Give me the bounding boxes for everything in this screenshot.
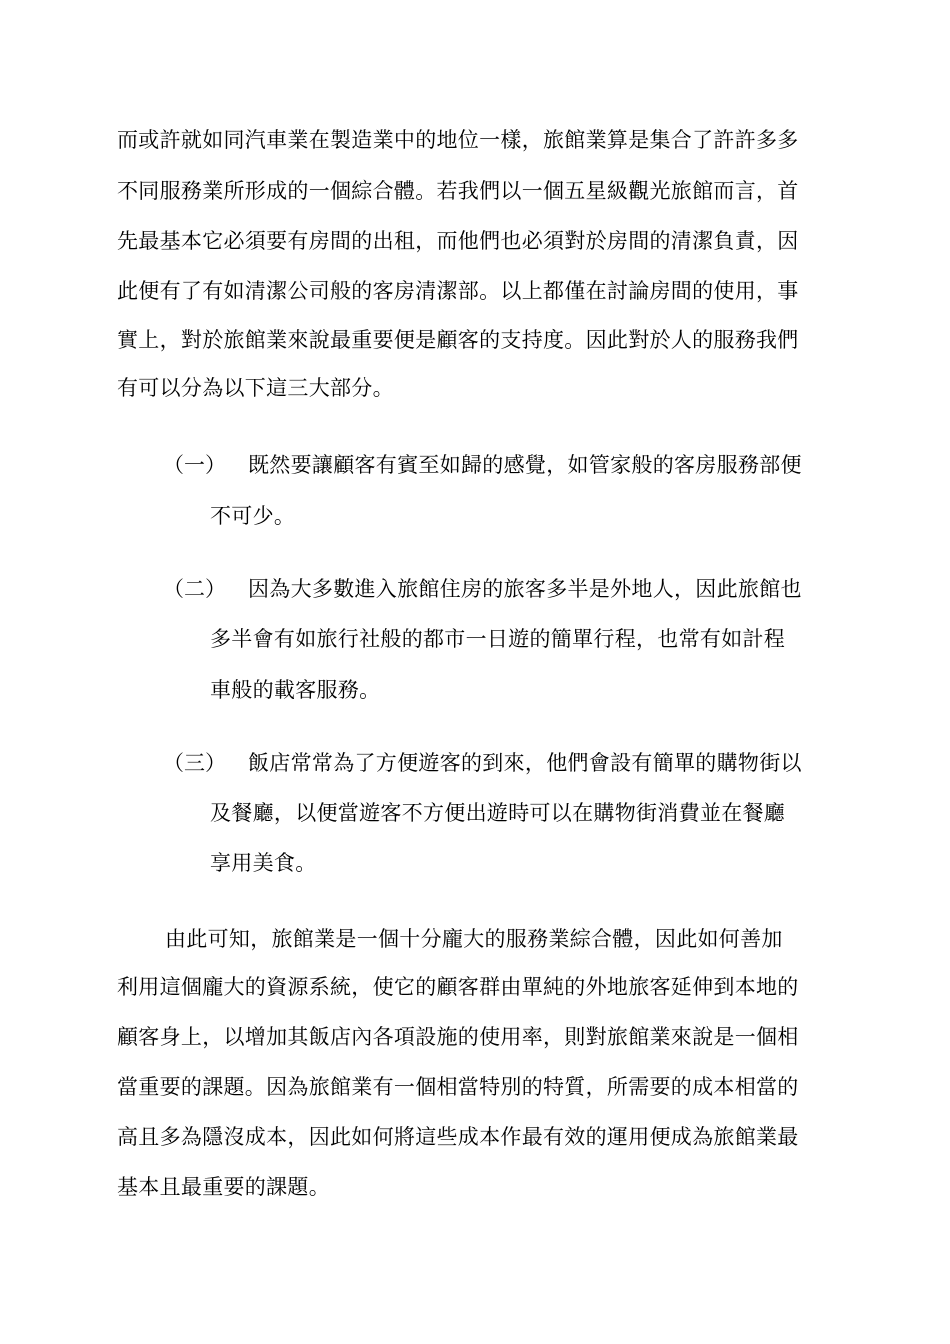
paragraph2-line: 顧客身上，以增加其飯店內各項設施的使用率，則對旅館業來說是一個相 (117, 1025, 799, 1049)
list-item-line: 享用美食。 (210, 851, 317, 875)
paragraph1-line: 先最基本它必須要有房間的出租，而他們也必須對於房間的清潔負責，因 (117, 229, 799, 253)
paragraph1-line: 而或許就如同汽車業在製造業中的地位一樣，旅館業算是集合了許許多多 (117, 128, 799, 152)
paragraph1-line: 此便有了有如清潔公司般的客房清潔部。以上都僅在討論房間的使用，事 (117, 279, 799, 303)
list-item-line: 因為大多數進入旅館住房的旅客多半是外地人，因此旅館也 (248, 577, 802, 601)
paragraph2-line: 高且多為隱沒成本，因此如何將這些成本作最有效的運用便成為旅館業最 (117, 1125, 799, 1149)
list-item-marker: （三） (163, 751, 226, 775)
paragraph2-line: 當重要的課題。因為旅館業有一個相當特別的特質，所需要的成本相當的 (117, 1075, 799, 1099)
paragraph2-line: 由此可知，旅館業是一個十分龐大的服務業綜合體，因此如何善加 (165, 927, 783, 951)
paragraph1-line: 有可以分為以下這三大部分。 (117, 376, 394, 400)
list-item-line: 飯店常常為了方便遊客的到來，他們會設有簡單的購物街以 (248, 751, 802, 775)
list-item-marker: （二） (163, 577, 226, 601)
list-item-line: 車般的載客服務。 (210, 678, 381, 702)
list-item-line: 及餐廳，以便當遊客不方便出遊時可以在購物街消費並在餐廳 (210, 801, 786, 825)
list-item-line: 多半會有如旅行社般的都市一日遊的簡單行程，也常有如計程 (210, 627, 786, 651)
list-item-marker: （一） (163, 453, 226, 477)
paragraph2-line: 基本且最重要的課題。 (117, 1175, 330, 1199)
paragraph1-line: 不同服務業所形成的一個綜合體。若我們以一個五星級觀光旅館而言，首 (117, 179, 799, 203)
paragraph1-line: 實上，對於旅館業來說最重要便是顧客的支持度。因此對於人的服務我們 (117, 328, 799, 352)
paragraph2-line: 利用這個龐大的資源系統，使它的顧客群由單純的外地旅客延伸到本地的 (117, 975, 799, 999)
list-item-line: 既然要讓顧客有賓至如歸的感覺，如管家般的客房服務部便 (248, 453, 802, 477)
list-item-line: 不可少。 (210, 504, 296, 528)
